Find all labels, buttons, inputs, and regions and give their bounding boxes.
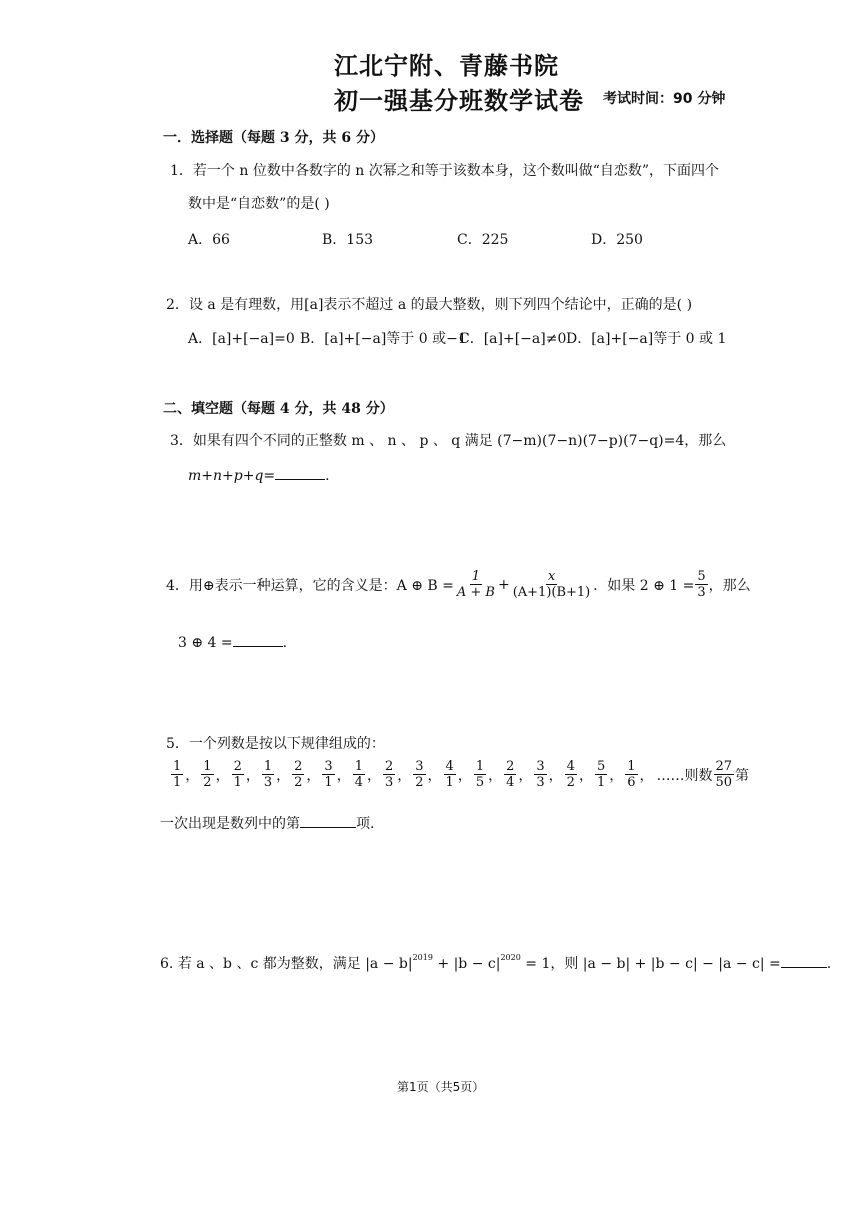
q5-target-fraction — [714, 760, 735, 789]
q5-sequence-fraction — [625, 760, 637, 789]
q5-seq-den: 5 — [475, 775, 485, 790]
q4-frac1-num: 1 — [471, 569, 481, 584]
q2-option-d: D．[a]+[−a]等于 0 或 1 — [566, 331, 727, 347]
q6-exp1: 2019 — [412, 953, 433, 962]
q5-seq-comma: ， — [245, 767, 260, 784]
q5-ellipsis: ……则数 — [656, 767, 713, 784]
q5-sequence-line — [170, 760, 749, 789]
page-title: 初一强基分班数学试卷 — [334, 87, 584, 115]
q3-answer-blank[interactable] — [275, 467, 325, 480]
q4-period: . — [282, 635, 288, 651]
q4-fraction-3 — [695, 570, 707, 599]
q4-plus: + — [497, 576, 510, 593]
q1-option-a: A．66 — [188, 232, 230, 248]
q5-seq-den: 4 — [354, 775, 363, 790]
q5-seq-den: 3 — [536, 775, 545, 790]
q4-middle: ．如果 2 ⊕ 1 = — [593, 577, 695, 594]
q5-sequence-fraction — [565, 760, 577, 789]
q5-seq-num: 4 — [566, 759, 575, 774]
q4-line1 — [166, 570, 751, 599]
q5-sequence-fraction — [534, 760, 546, 789]
q4-line2 — [178, 634, 287, 651]
q5-seq-comma: ， — [306, 767, 321, 784]
section2-heading: 二、填空题（每题 4 分，共 48 分） — [163, 401, 394, 417]
q5-sequence-fraction — [262, 760, 274, 789]
q1-option-d: D．250 — [591, 232, 643, 248]
q5-seq-comma: ， — [609, 767, 624, 784]
q4-fraction-2 — [511, 570, 593, 599]
q5-seq-den: 1 — [233, 775, 242, 790]
q5-seq-comma: ， — [185, 767, 200, 784]
q5-seq-comma: ， — [215, 767, 230, 784]
q6-answer-blank[interactable] — [781, 955, 827, 968]
q5-seq-num: 4 — [445, 759, 454, 774]
q6-mid: + |b − c| — [432, 956, 501, 972]
q5-target-den: 50 — [715, 775, 733, 790]
q1-line1: 1．若一个 n 位数中各数字的 n 次幂之和等于该数本身，这个数叫做“自恋数”，下面四个 — [170, 163, 720, 179]
school-name: 江北宁附、青藤书院 — [334, 52, 559, 80]
q5-seq-den: 2 — [415, 775, 424, 790]
q2-option-b: B．[a]+[−a]等于 0 或−1 — [300, 331, 467, 347]
q4-prefix: 4．用⊕表示一种运算，它的含义是：A ⊕ B = — [166, 577, 454, 594]
q5-sequence-fraction — [353, 760, 365, 789]
q5-seq-den: 1 — [324, 775, 333, 790]
q5-seq-comma: ， — [397, 767, 412, 784]
q4-frac1-den: A + B — [456, 585, 495, 600]
q3-line1: 3．如果有四个不同的正整数 m 、 n 、 p 、 q 满足 (7−m)(7−n)(7−p)(7−q)=4，那么 — [170, 433, 727, 449]
q5-seq-den: 4 — [506, 775, 515, 790]
q5-sequence-fraction — [383, 760, 395, 789]
q5-seq-comma: ， — [457, 767, 472, 784]
q5-sequence-fraction — [595, 760, 607, 789]
q2-line1: 2．设 a 是有理数，用[a]表示不超过 a 的最大整数，则下列四个结论中，正确的是( ) — [166, 297, 693, 313]
q5-seq-comma: ， — [548, 767, 563, 784]
q3-expression: m+n+p+q= — [188, 468, 276, 484]
q6-suffix: = 1，则 |a − b| + |b − c| − |a − c| = — [520, 956, 781, 972]
q5-seq-den: 6 — [627, 775, 636, 790]
q5-seq-num: 2 — [294, 759, 303, 774]
q5-seq-den: 1 — [445, 775, 454, 790]
q5-seq-num: 1 — [475, 759, 485, 774]
q5-seq-num: 2 — [506, 759, 515, 774]
q2-option-c: C．[a]+[−a]≠0 — [459, 331, 567, 347]
exam-time: 考试时间：90 分钟 — [603, 91, 726, 107]
q2-option-a: A．[a]+[−a]=0 — [188, 331, 295, 347]
q5-seq-comma: ， — [488, 767, 503, 784]
q4-answer-blank[interactable] — [233, 634, 283, 647]
q5-seq-num: 5 — [596, 759, 606, 774]
q5-seq-comma: ， — [276, 767, 291, 784]
section1-heading: 一．选择题（每题 3 分，共 6 分） — [163, 130, 384, 146]
q4-frac3-den: 3 — [697, 585, 706, 600]
q6-exp2: 2020 — [500, 953, 521, 962]
q4-suffix: ，那么 — [708, 577, 751, 594]
q5-seq-comma: ， — [366, 767, 381, 784]
q5-target-num: 27 — [715, 759, 733, 774]
q5-line1: 5．一个列数是按以下规律组成的： — [166, 736, 385, 752]
q1-option-b: B．153 — [322, 232, 374, 248]
q4-frac2-num: x — [547, 569, 556, 584]
q5-seq-den: 2 — [566, 775, 575, 790]
q5-sequence-fraction — [322, 760, 334, 789]
q5-seq-den: 3 — [263, 775, 273, 790]
q5-seq-num: 1 — [627, 759, 636, 774]
q5-seq-num: 1 — [263, 759, 273, 774]
q5-seq-num: 1 — [354, 759, 363, 774]
q3-period: . — [325, 468, 330, 484]
q1-option-c: C．225 — [457, 232, 509, 248]
q5-seq-den: 2 — [203, 775, 212, 790]
q6-line — [160, 953, 831, 973]
q5-sequence-fraction — [413, 760, 425, 789]
q5-seq-comma: ， — [427, 767, 442, 784]
q5-sequence-fraction — [504, 760, 516, 789]
q5-sequence — [170, 760, 655, 789]
q5-seq-num: 2 — [233, 759, 242, 774]
q5-answer-blank[interactable] — [300, 815, 356, 828]
q3-line2 — [188, 467, 330, 484]
q1-line2: 数中是“自恋数”的是( ) — [188, 196, 330, 212]
q5-seq-comma: ， — [336, 767, 351, 784]
q5-line3-prefix: 一次出现是数列中的第 — [160, 816, 300, 832]
q4-expression: 3 ⊕ 4 = — [178, 635, 233, 651]
q5-sequence-fraction — [201, 760, 213, 789]
q6-period: . — [826, 956, 832, 972]
q5-sequence-fraction — [171, 760, 183, 789]
page-number: 第1页（共5页） — [397, 1080, 485, 1094]
q4-frac3-num: 5 — [697, 569, 706, 584]
q5-seq-comma: ， — [578, 767, 593, 784]
q5-seq-comma: ， — [639, 767, 654, 784]
q4-fraction-1 — [455, 570, 497, 599]
q5-seq-den: 2 — [294, 775, 303, 790]
q5-seq-num: 1 — [203, 759, 212, 774]
q5-seq-den: 1 — [596, 775, 606, 790]
q5-seq-num: 1 — [173, 759, 182, 774]
q4-frac2-den: (A+1)(B+1) — [512, 585, 591, 600]
q5-sequence-fraction — [474, 760, 486, 789]
q5-seq-den: 1 — [173, 775, 182, 790]
q5-line3-suffix: 项. — [356, 816, 375, 832]
q5-seq-num: 2 — [384, 759, 394, 774]
q5-seq-num: 3 — [324, 759, 333, 774]
q5-sequence-fraction — [232, 760, 244, 789]
q5-after: 第 — [735, 767, 750, 784]
q5-seq-den: 3 — [384, 775, 394, 790]
q5-sequence-fraction — [444, 760, 456, 789]
q5-line3 — [160, 813, 374, 833]
q5-seq-num: 3 — [536, 759, 545, 774]
q5-seq-num: 3 — [415, 759, 424, 774]
q6-prefix: 6. 若 a 、b 、c 都为整数，满足 |a − b| — [160, 956, 413, 972]
q5-seq-comma: ， — [518, 767, 533, 784]
q5-sequence-fraction — [292, 760, 304, 789]
